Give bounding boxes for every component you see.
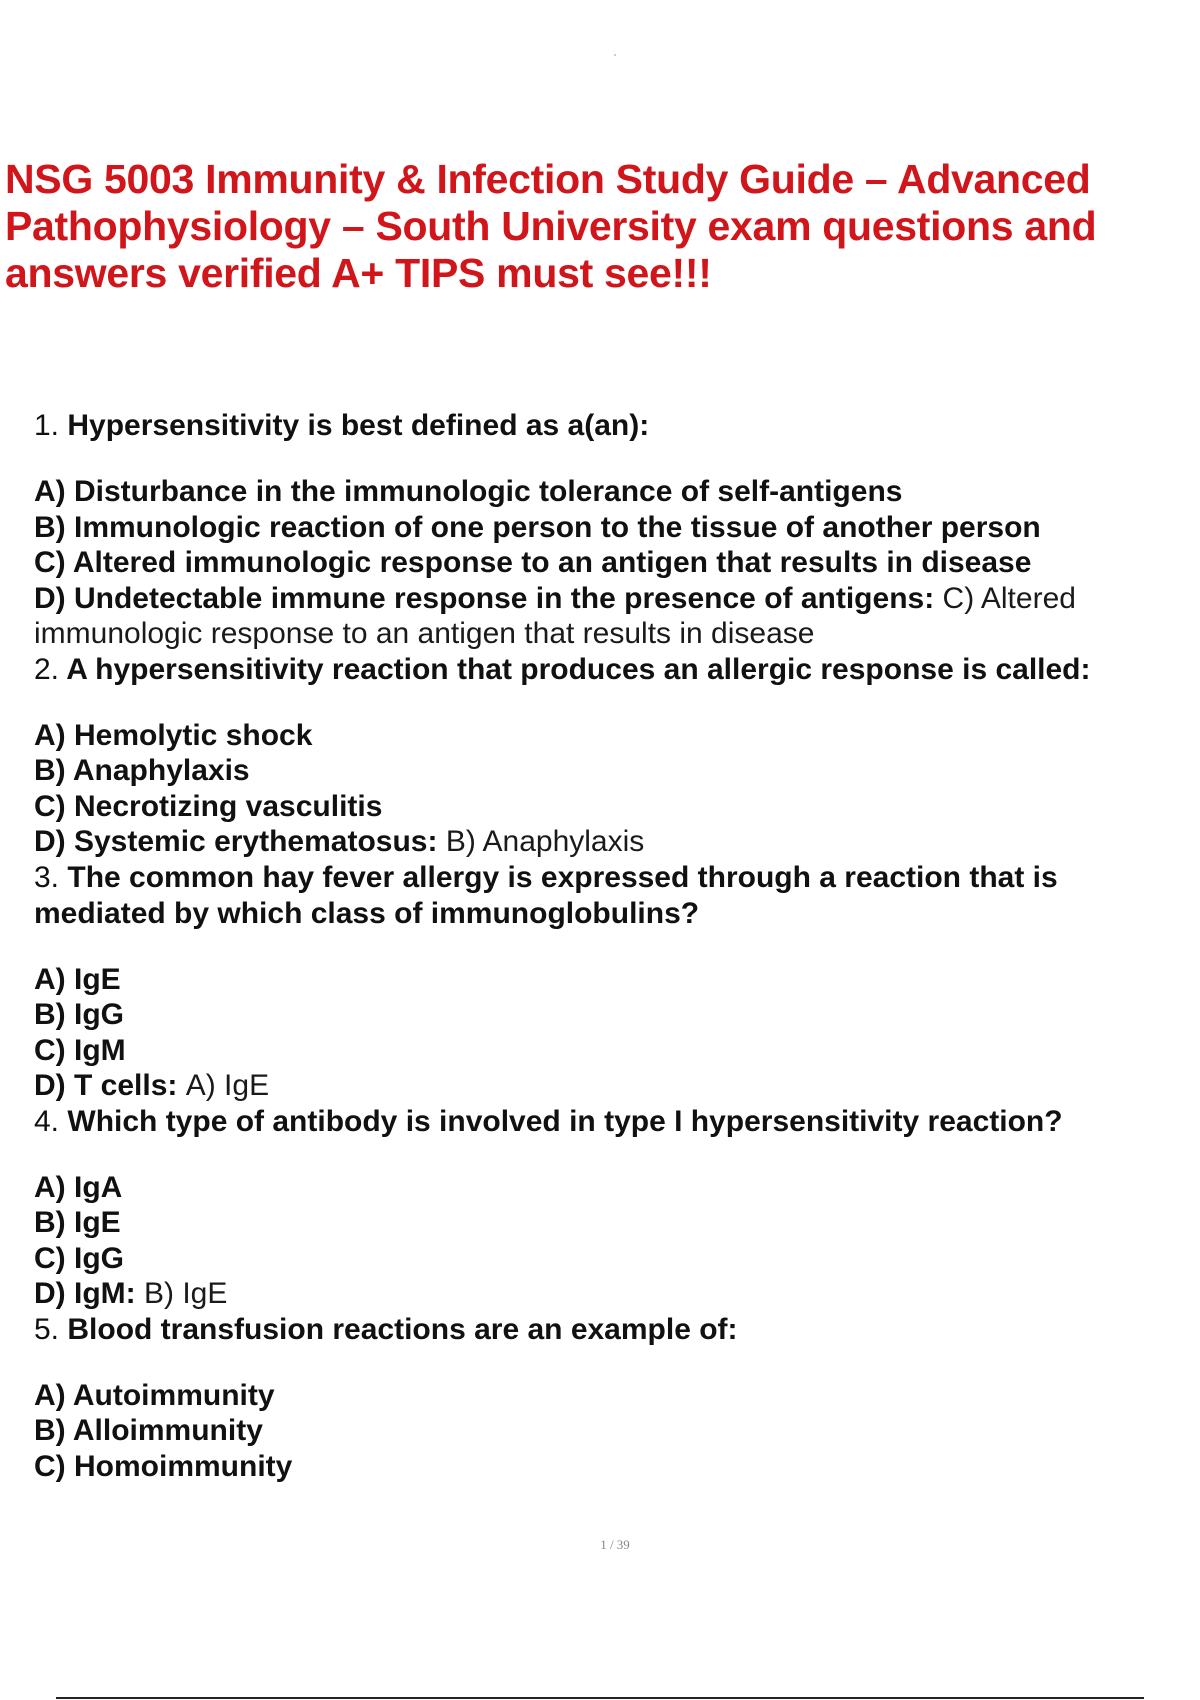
option-d: D) Systemic erythematosus: xyxy=(34,825,438,858)
question-4-text xyxy=(34,1104,1184,1140)
question-3 xyxy=(34,860,1184,1104)
question-prompt: Which type of antibody is involved in type I hypersensitivity reaction? xyxy=(67,1104,1063,1138)
option-c: C) IgG xyxy=(34,1241,124,1275)
question-1-text xyxy=(34,408,1184,444)
answer-text: B) IgE xyxy=(143,1277,228,1310)
question-number: 5. xyxy=(34,1312,60,1346)
answer-text: C) Altered immunologic response to an antigen that results in disease xyxy=(34,581,1076,650)
option-b: B) IgE xyxy=(34,1206,121,1239)
option-a: A) IgE xyxy=(34,962,121,996)
option-a: A) Hemolytic shock xyxy=(34,718,313,752)
option-d: D) Undetectable immune response in the presence of antigens: xyxy=(34,581,935,615)
question-prompt: The common hay fever allergy is expressed through a reaction that is mediated by which class of immunoglobulins? xyxy=(34,860,1058,930)
question-2 xyxy=(34,652,1184,860)
question-number: 3. xyxy=(34,860,60,894)
question-5 xyxy=(34,1312,1184,1485)
question-number: 2. xyxy=(34,652,60,686)
option-a: A) Autoimmunity xyxy=(34,1378,275,1412)
question-4-options xyxy=(34,1170,1184,1312)
option-d-with-answer xyxy=(34,824,1184,860)
option-d: D) T cells: xyxy=(34,1069,178,1102)
question-list xyxy=(34,408,1184,1484)
answer-text: B) Anaphylaxis xyxy=(445,825,645,858)
option-c: C) Necrotizing vasculitis xyxy=(34,789,383,823)
option-d-with-answer xyxy=(34,581,1184,652)
option-c: C) Homoimmunity xyxy=(34,1449,293,1483)
option-b: B) Anaphylaxis xyxy=(34,754,250,787)
question-2-text xyxy=(34,652,1184,688)
option-a: A) Disturbance in the immunologic tolerance of self-antigens xyxy=(34,475,903,508)
option-c: C) Altered immunologic response to an antigen that results in disease xyxy=(34,546,1032,579)
question-3-text xyxy=(34,860,1184,932)
question-number: 4. xyxy=(34,1104,60,1138)
question-number: 1. xyxy=(34,409,60,442)
option-b: B) Immunologic reaction of one person to the tissue of another person xyxy=(34,510,1041,544)
question-5-text xyxy=(34,1312,1184,1348)
question-prompt: A hypersensitivity reaction that produces an allergic response is called: xyxy=(66,652,1091,686)
option-b: B) IgG xyxy=(34,998,124,1031)
question-1 xyxy=(34,408,1184,652)
question-3-options xyxy=(34,962,1184,1104)
option-b: B) Alloimmunity xyxy=(34,1414,263,1447)
scan-artifact-dot xyxy=(614,54,616,56)
page-title: NSG 5003 Immunity & Infection Study Guide – Advanced Pathophysiology – South University exam questions and answers verified A+ TIPS must see!!! xyxy=(5,156,1097,296)
option-d-with-answer xyxy=(34,1276,1184,1312)
question-1-options xyxy=(34,474,1184,652)
option-a: A) IgA xyxy=(34,1170,123,1204)
footer-divider xyxy=(56,1697,1144,1699)
question-2-options xyxy=(34,718,1184,860)
option-c: C) IgM xyxy=(34,1033,126,1067)
question-prompt: Blood transfusion reactions are an example of: xyxy=(67,1312,738,1346)
answer-text: A) IgE xyxy=(185,1069,270,1102)
option-d: D) IgM: xyxy=(34,1277,136,1310)
page-number: 1 / 39 xyxy=(600,1537,630,1552)
option-d-with-answer xyxy=(34,1068,1184,1104)
question-4 xyxy=(34,1104,1184,1312)
question-prompt: Hypersensitivity is best defined as a(an): xyxy=(67,409,650,442)
question-5-options xyxy=(34,1378,1184,1485)
